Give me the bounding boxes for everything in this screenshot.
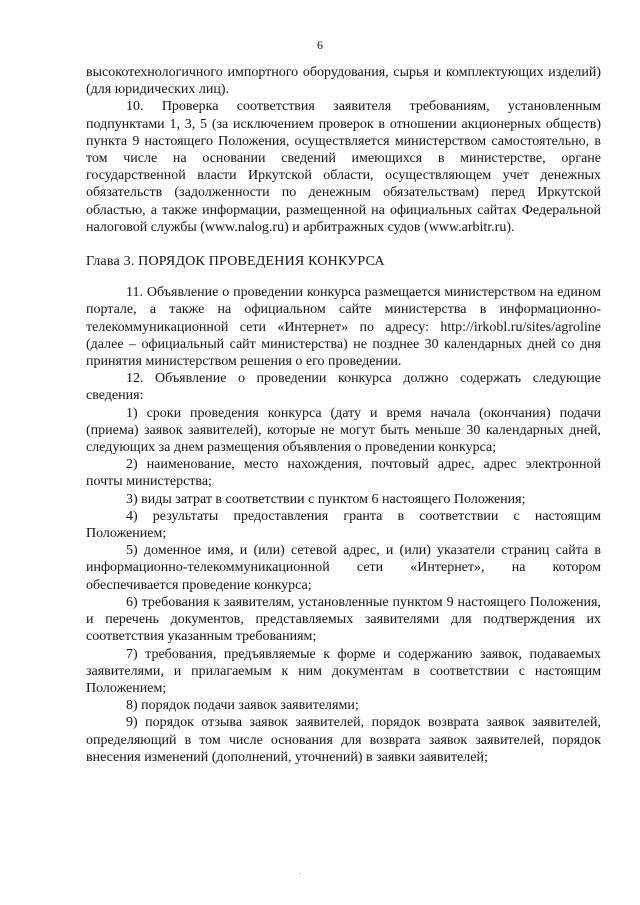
list-item: 7) требования, предъявляемые к форме и содержанию заявок, подаваемых заявителями, и прилагаемым к ним документам в соответствии с настоящим Положением; xyxy=(86,646,601,696)
list-item: 2) наименование, место нахождения, почтовый адрес, адрес электронной почты министерства; xyxy=(86,457,601,490)
chapter-title: Глава 3. ПОРЯДОК ПРОВЕДЕНИЯ КОНКУРСА xyxy=(86,254,385,270)
list-item: 6) требования к заявителям, установленные пунктом 9 настоящего Положения, и перечень документов, представляемых заявителями для подтверждения их соответствия указанным требованиям; xyxy=(86,594,601,645)
list-item: 5) доменное имя, и (или) сетевой адрес, и (или) указатели страниц сайта в информационно-телекоммуникационной сети «Интернет», на котором обеспечивается проведение конкурса; xyxy=(86,543,601,593)
list-item: 1) сроки проведения конкурса (дату и время начала (окончания) подачи (приема) заявок заявителей), которые не могут быть меньше 30 календарных дней, следующих за днем размещения объявления о проведении конкурса; xyxy=(86,405,601,456)
paragraph-11: 11. Объявление о проведении конкурса размещается министерством на едином портале, а также на официальном сайте министерства в информационно-телекоммуникационной сети «Интернет» по адресу: http://irkobl.ru/sites/agroline (далее – официальный сайт министерства) не позднее 30 календарных дней со дня принятия министерством решения о его проведении. xyxy=(86,285,601,370)
scan-mark: ˙ xyxy=(298,872,302,883)
paragraph-12: 12. Объявление о проведении конкурса должно содержать следующие сведения: xyxy=(86,371,601,404)
paragraph-10: 10. Проверка соответствия заявителя требованиям, установленным подпунктами 1, 3, 5 (за исключением проверок в отношении акционерных обществ) пункта 9 настоящего Положения, осуществляется министерством самостоятельно, в том числе на основании сведений имеющихся в министерстве, органе государственной власти Иркутской области, осуществляющем учет денежных обязательств (задолженности по денежным обязательствам) перед Иркутской областью, а также информации, размещенной на официальных сайтах Федеральной налоговой службы (www.nalog.ru) и арбитражных судов (www.arbitr.ru). xyxy=(86,99,601,235)
list-item: 4) результаты предоставления гранта в соответствии с настоящим Положением; xyxy=(86,508,601,542)
list-item: 3) виды затрат в соответствии с пунктом 6 настоящего Положения; xyxy=(126,491,526,507)
document-body xyxy=(86,64,601,766)
intro-paragraph: высокотехнологичного импортного оборудования, сырья и комплектующих изделий) (для юридических лиц). xyxy=(86,65,601,98)
list-item: 8) порядок подачи заявок заявителями; xyxy=(126,698,359,714)
page-number: 6 xyxy=(317,38,323,52)
list-item: 9) порядок отзыва заявок заявителей, порядок возврата заявок заявителей, определяющий в том числе основания для возврата заявок заявителей, порядок внесения изменений (дополнений, уточнений) в заявки заявителей; xyxy=(86,715,601,765)
